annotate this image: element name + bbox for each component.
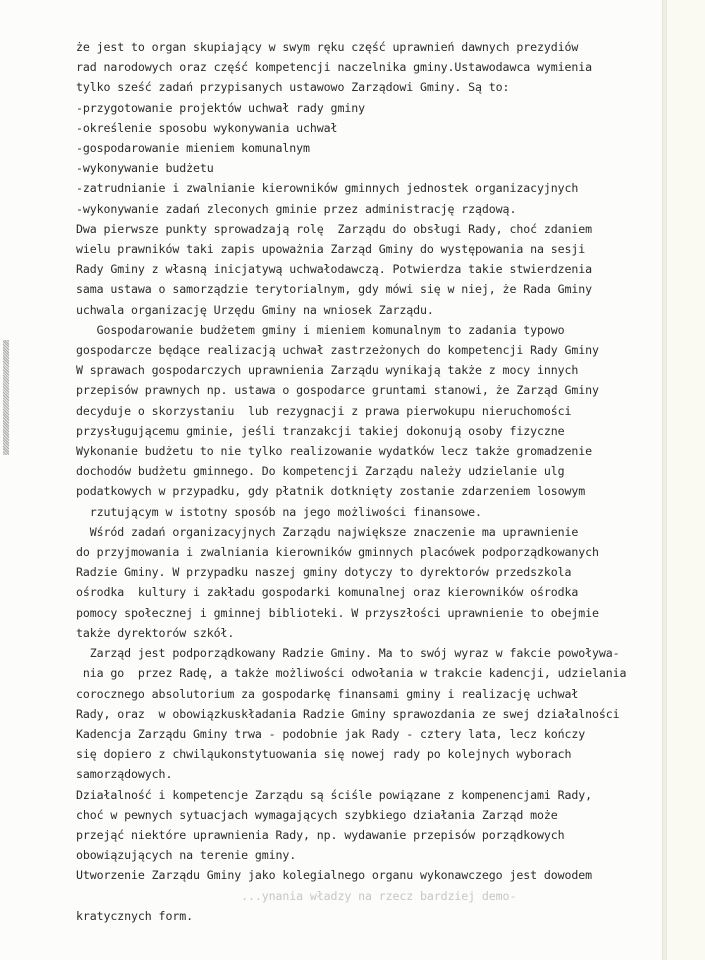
text-line: przepisów prawnych np. ustawa o gospodarce gruntami stanowi, że Zarząd Gminy — [76, 383, 599, 398]
text-line: corocznego absolutorium za gospodarkę finansami gminy i realizację uchwał — [76, 686, 579, 701]
text-line: się dopiero z chwiląukonstytuowania się nowej rady po kolejnych wyborach — [76, 747, 572, 762]
text-line: Zarząd jest podporządkowany Radzie Gminy. Ma to swój wyraz w fakcie powoływa- — [76, 646, 620, 661]
text-line: Wykonanie budżetu to nie tylko realizowanie wydatków lecz także gromadzenie — [76, 444, 593, 459]
text-line: rad narodowych oraz część kompetencji naczelnika gminy.Ustawodawca wymienia — [76, 60, 593, 75]
text-line: choć w pewnych sytuacjach wymagających szybkiego działania Zarząd może — [76, 807, 558, 822]
text-line: także dyrektorów szkół. — [76, 625, 235, 640]
adjacent-page-strip — [668, 0, 705, 960]
page-edge — [662, 0, 667, 960]
binding-mark — [3, 340, 9, 455]
text-line: wielu prawników taki zapis upoważnia Zarząd Gminy do występowania na sesji — [76, 242, 586, 257]
text-line: obowiązujących na terenie gminy. — [76, 848, 297, 863]
text-line: pomocy społecznej i gminnej biblioteki. W przyszłości uprawnienie to obejmie — [76, 605, 599, 620]
text-line: W sprawach gospodarczych uprawnienia Zarządu wynikają także z mocy innych — [76, 363, 579, 378]
text-line: nia go przez Radę, a także możliwości odwołania w trakcie kadencji, udzielania — [76, 666, 627, 681]
text-line: do przyjmowania i zwalniania kierowników gminnych placówek podporządkowanych — [76, 545, 599, 560]
text-line: kratycznych form. — [76, 908, 193, 923]
text-line-faded: ...ynania władzy na rzecz bardziej demo- — [76, 888, 517, 903]
text-line: -gospodarowanie mieniem komunalnym — [76, 141, 310, 156]
text-line: tylko sześć zadań przypisanych ustawowo Zarządowi Gminy. Są to: — [76, 80, 510, 95]
text-line: Utworzenie Zarządu Gminy jako kolegialnego organu wykonawczego jest dowodem — [76, 868, 593, 883]
text-line: Rady Gminy z własną inicjatywą uchwałodawczą. Potwierdza takie stwierdzenia — [76, 262, 593, 277]
text-line: przejąć niektóre uprawnienia Rady, np. wydawanie przepisów porządkowych — [76, 827, 565, 842]
text-line: uchwala organizację Urzędu Gminy na wniosek Zarządu. — [76, 302, 434, 317]
document-body — [76, 37, 656, 926]
text-line: że jest to organ skupiający w swym ręku część uprawnień dawnych prezydiów — [76, 40, 579, 54]
text-line: ośrodka kultury i zakładu gospodarki komunalnej oraz kierowników ośrodka — [76, 585, 579, 600]
text-line: rzutującym w istotny sposób na jego możliwości finansowe. — [76, 504, 482, 519]
text-line: Wśród zadań organizacyjnych Zarządu największe znaczenie ma uprawnienie — [76, 524, 579, 539]
text-line: przysługującemu gminie, jeśli tranzakcji takiej dokonują osoby fizyczne — [76, 423, 565, 438]
text-line: Radzie Gminy. W przypadku naszej gminy dotyczy to dyrektorów przedszkola — [76, 565, 572, 580]
text-line: -zatrudnianie i zwalnianie kierowników gminnych jednostek organizacyjnych — [76, 181, 579, 196]
text-line: Rady, oraz w obowiązkuskładania Radzie Gminy sprawozdania ze swej działalności — [76, 706, 620, 721]
text-line: podatkowych w przypadku, gdy płatnik dotknięty zostanie zdarzeniem losowym — [76, 484, 586, 499]
text-line: dochodów budżetu gminnego. Do kompetencji Zarządu należy udzielanie ulg — [76, 464, 565, 479]
text-line: gospodarcze będące realizacją uchwał zastrzeżonych do kompetencji Rady Gminy — [76, 343, 599, 358]
text-line: Działalność i kompetencje Zarządu są ściśle powiązane z kompenencjami Rady, — [76, 787, 593, 802]
text-line: -wykonywanie budżetu — [76, 161, 214, 176]
text-line: -wykonywanie zadań zleconych gminie przez administrację rządową. — [76, 201, 517, 216]
text-line: decyduje o skorzystaniu lub rezygnacji z prawa pierwokupu nieruchomości — [76, 403, 572, 418]
text-line: Kadencja Zarządu Gminy trwa - podobnie jak Rady - cztery lata, lecz kończy — [76, 726, 586, 741]
text-line: -określenie sposobu wykonywania uchwał — [76, 120, 338, 135]
text-line: Dwa pierwsze punkty sprowadzają rolę Zarządu do obsługi Rady, choć zdaniem — [76, 221, 593, 236]
text-line: -przygotowanie projektów uchwał rady gminy — [76, 100, 365, 115]
text-line: Gospodarowanie budżetem gminy i mieniem komunalnym to zadania typowo — [76, 322, 565, 337]
text-line: sama ustawa o samorządzie terytorialnym, gdy mówi się w niej, że Rada Gminy — [76, 282, 593, 297]
text-line: samorządowych. — [76, 767, 173, 782]
